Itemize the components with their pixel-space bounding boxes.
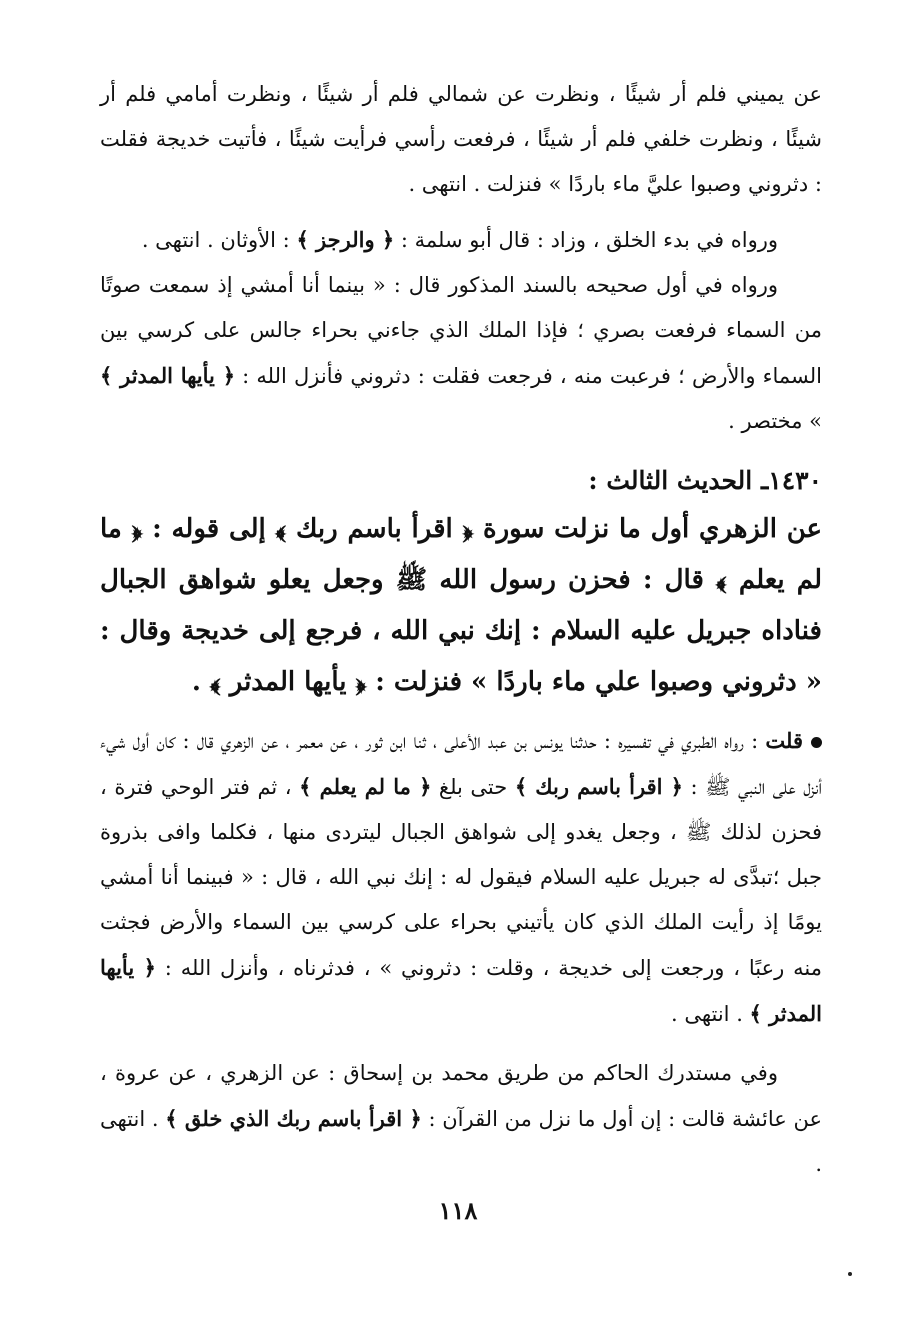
quran-quote: ﴿ ما لم يعلم ﴾	[299, 774, 432, 799]
paragraph-text: : الأوثان . انتهى .	[141, 228, 297, 252]
paragraph-text: حتى بلغ	[431, 775, 515, 799]
quran-quote: ﴿ يأيها المدثر ﴾	[100, 955, 822, 1026]
paragraph-sahih-opening	[100, 263, 822, 444]
quran-quote: ﴿ يأيها المدثر ﴾	[100, 363, 236, 388]
paragraph-qultu	[100, 718, 822, 1037]
quran-quote: ﴿ اقرأ باسم ربك الذي خلق ﴾	[165, 1106, 422, 1131]
paragraph-text: عن يميني فلم أر شيئًا ، ونظرت عن شمالي فلم أر شيئًا ، ونظرت أمامي فلم أر شيئًا ، ونظرت خلفي فلم أر شيئًا ، فرفعت رأسي فرأيت شيئًا ، فأتيت خديجة فقلت : دثروني وصبوا عليَّ ماء باردًا » فنزلت . انتهى .	[100, 82, 822, 196]
ink-dot	[848, 1272, 852, 1276]
paragraph-text: » مختصر .	[728, 409, 822, 433]
paragraph-text: ورواه في بدء الخلق ، وزاد : قال أبو سلمة :	[394, 228, 778, 252]
paragraph-continuation	[100, 72, 822, 207]
page-body	[100, 72, 822, 1187]
hadith-title: ـ الحديث الثالث :	[588, 466, 769, 495]
hadith-number: ١٤٣٠	[768, 466, 822, 495]
paragraph-text: . انتهى .	[670, 1002, 750, 1026]
paragraph-text: ورواه في أول صحيحه بالسند المذكور قال : « بينما أنا أمشي إذ سمعت صوتًا من السماء فرفعت بصري ؛ فإذا الملك الذي جاءني بحراء جالس على كرسي بين السماء والأرض ؛ فرعبت منه ، فرجعت فقلت : دثروني فأنزل الله :	[100, 273, 823, 388]
main-hadith-text	[100, 504, 822, 708]
paragraph-text: ، ثم فتر الوحي فترة ، فحزن لذلك ﷺ ، وجعل يغدو إلى شواهق الجبال ليتردى منها ، فكلما وافى بذروة جبل ؛تبدَّى له جبريل عليه السلام فيقول له : إنك نبي الله ، قال : « فبينما أنا أمشي يومًا إذ رأيت الملك الذي كان يأتيني بحراء على كرسي بين السماء والأرض فجثت منه رعبًا ، ورجعت إلى خديجة ، وقلت : دثروني » ، فدثرناه ، وأنزل الله :	[100, 775, 822, 980]
paragraph-text: . انتهى .	[100, 1107, 822, 1176]
hadith-heading	[100, 460, 822, 502]
hadith-text: عن الزهري أول ما نزلت سورة ﴿ اقرأ باسم ربك ﴾ إلى قوله : ﴿ ما لم يعلم ﴾ قال : فحزن رسول الله ﷺ وجعل يعلو شواهق الجبال فناداه جبريل عليه السلام : إنك نبي الله ، فرجع إلى خديجة وقال : « دثروني وصبوا علي ماء باردًا » فنزلت : ﴿ يأيها المدثر ﴾ .	[100, 514, 822, 697]
paragraph-mustadrak	[100, 1051, 822, 1187]
paragraph-text: : رواه الطبري في تفسيره : حدثنا يونس بن عبد الأعلى ، ثنا ابن ثور ، عن معمر ، عن الزهري قال : كان أول شيء أنزل على النبي ﷺ :	[100, 729, 822, 799]
quran-quote: ﴿ اقرأ باسم ربك ﴾	[514, 774, 683, 799]
quran-quote: ﴿ والرجز ﴾	[296, 227, 395, 252]
paragraph-bad-al-khalq	[100, 217, 822, 263]
page-number: ١١٨	[438, 1196, 478, 1225]
qultu-label: قلت	[765, 728, 803, 753]
bullet-icon	[811, 737, 822, 748]
paragraph-text: وفي مستدرك الحاكم من طريق محمد بن إسحاق : عن الزهري ، عن عروة ، عن عائشة قالت : إن أول ما نزل من القرآن :	[100, 1061, 822, 1131]
